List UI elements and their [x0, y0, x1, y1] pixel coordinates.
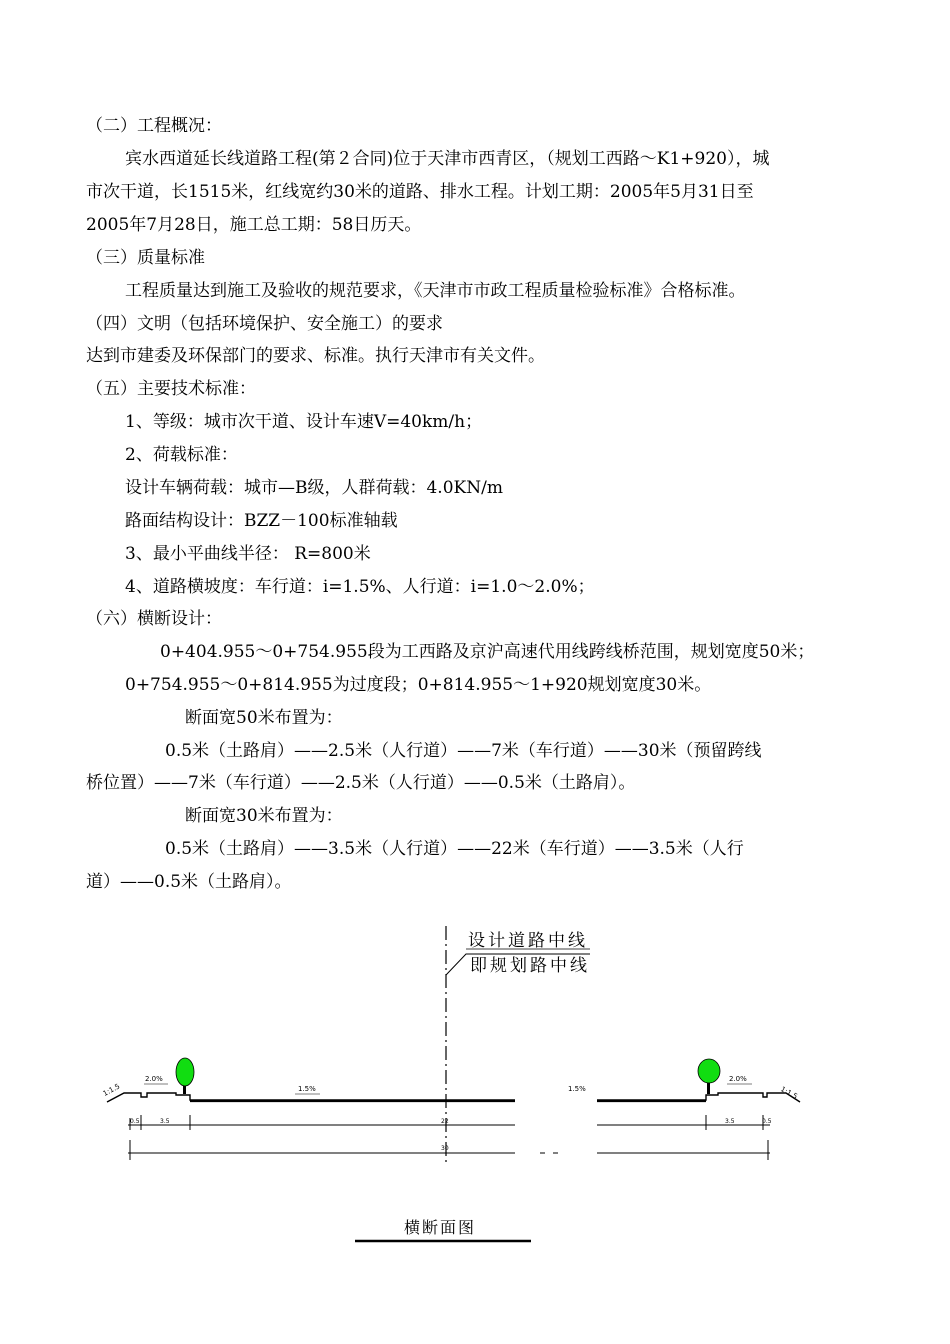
paragraph-line: 0+754.955～0+814.955为过度段；0+814.955～1+920规划宽度30米。 [125, 675, 712, 695]
cross-section-figure [0, 931, 950, 1344]
paragraph-line: 0.5米（土路肩）——3.5米（人行道）——22米（车行道）——3.5米（人行 [165, 839, 744, 859]
list-item: 设计车辆荷载：城市—B级，人群荷载：4.0KN/m [125, 478, 503, 498]
dimension-label: 3.5 [725, 1118, 735, 1125]
dimension-label: 0.5 [130, 1118, 140, 1125]
dimension-label: 0.5 [762, 1118, 772, 1125]
slope-label: 1:1.5 [101, 1082, 122, 1098]
list-item: 1、等级：城市次干道、设计车速V=40km/h； [125, 412, 483, 432]
road-slope-label: 1.5% [568, 1085, 586, 1093]
list-item: 3、最小平曲线半径： R=800米 [125, 544, 371, 564]
heading-quality-standard: （三）质量标准 [86, 248, 205, 268]
paragraph-line: 0+404.955～0+754.955段为工西路及京沪高速代用线跨线桥范围，规划宽度50米； [160, 642, 815, 662]
list-item: 4、道路横坡度：车行道：i=1.5%、人行道：i=1.0～2.0%； [125, 577, 595, 597]
walk-slope-label: 2.0% [145, 1075, 163, 1083]
paragraph-line: 2005年7月28日，施工总工期：58日历天。 [86, 215, 422, 235]
heading-project-overview: （二）工程概况： [86, 116, 222, 136]
list-item: 2、荷载标准： [125, 445, 238, 465]
heading-civilization-requirements: （四）文明（包括环境保护、安全施工）的要求 [86, 314, 443, 334]
figure-caption: 横断面图 [404, 1218, 477, 1237]
paragraph-line: 断面宽50米布置为： [185, 708, 343, 728]
centerline-label: 设计道路中线 [468, 931, 588, 951]
paragraph-line: 市次干道，长1515米，红线宽约30米的道路、排水工程。计划工期：2005年5月31日至 [86, 182, 754, 202]
paragraph-line: 宾水西道延长线道路工程(第２合同)位于天津市西青区，（规划工西路～K1+920），城 [125, 149, 770, 169]
paragraph-line: 工程质量达到施工及验收的规范要求，《天津市市政工程质量检验标准》合格标准。 [125, 281, 746, 301]
tree-icon-left [176, 1058, 194, 1086]
dimension-label: 30 [441, 1145, 449, 1152]
dimension-label: 22 [441, 1118, 449, 1125]
paragraph-line: 断面宽30米布置为： [185, 806, 343, 826]
road-slope-label: 1.5% [298, 1085, 316, 1093]
heading-technical-standards: （五）主要技术标准： [86, 379, 256, 399]
heading-cross-section-design: （六）横断设计： [86, 609, 222, 629]
tree-icon-right [698, 1059, 720, 1083]
slope-label: 1:1.5 [779, 1085, 799, 1101]
paragraph-line: 达到市建委及环保部门的要求、标准。执行天津市有关文件。 [86, 346, 545, 366]
list-item: 路面结构设计：BZZ－100标准轴载 [125, 511, 398, 531]
centerline-label: 即规划路中线 [470, 956, 590, 976]
walk-slope-label: 2.0% [729, 1075, 747, 1083]
dimension-label: 3.5 [160, 1118, 170, 1125]
paragraph-line: 0.5米（土路肩）——2.5米（人行道）——7米（车行道）——30米（预留跨线 [165, 741, 762, 761]
paragraph-line: 道）——0.5米（土路肩）。 [86, 872, 292, 892]
paragraph-line: 桥位置）——7米（车行道）——2.5米（人行道）——0.5米（土路肩）。 [86, 773, 636, 793]
